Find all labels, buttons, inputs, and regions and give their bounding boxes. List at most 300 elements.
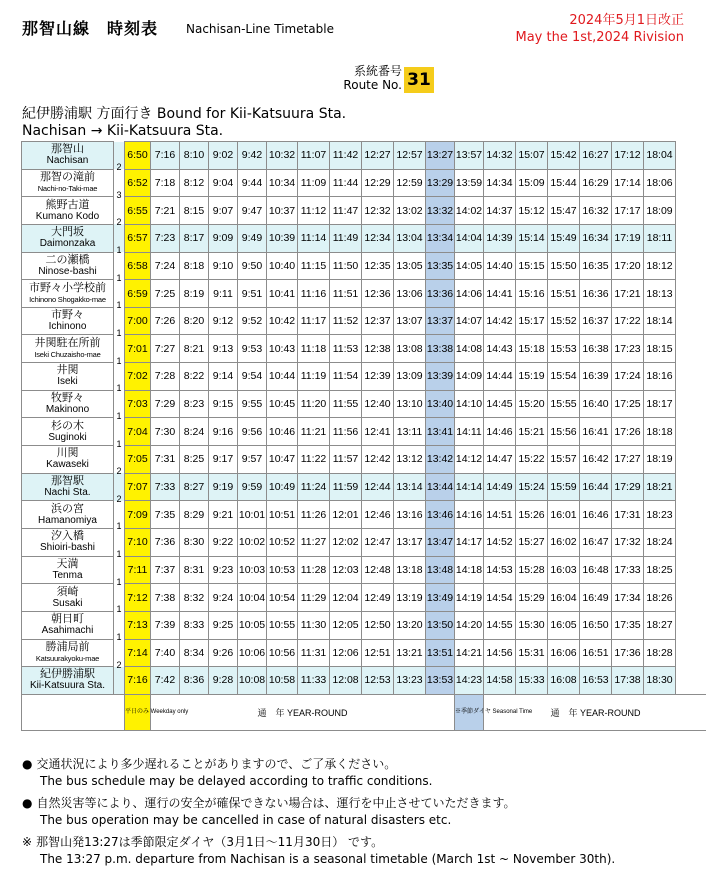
departure-time: 16:04 (548, 584, 580, 612)
travel-minutes-value: 2 (116, 659, 122, 670)
departure-time: 16:39 (580, 363, 612, 391)
departure-time: 14:05 (455, 252, 484, 280)
departure-time: 9:47 (238, 197, 267, 225)
departure-time: 16:48 (580, 556, 612, 584)
departure-time: 7:16 (125, 667, 151, 695)
departure-time: 11:19 (298, 363, 330, 391)
revision-date-en: May the 1st,2024 Rivision (515, 30, 684, 45)
departure-time: 18:12 (644, 252, 676, 280)
stop-name-ja: 天満 (56, 557, 79, 570)
departure-time: 15:07 (516, 142, 548, 170)
stop-name-ja: 那智の滝前 (40, 170, 95, 183)
departure-time: 12:44 (362, 473, 394, 501)
travel-minutes-value: 1 (116, 300, 122, 311)
departure-time: 11:47 (330, 197, 362, 225)
departure-time: 11:44 (330, 169, 362, 197)
departure-time: 11:54 (330, 363, 362, 391)
departure-time: 15:21 (516, 418, 548, 446)
departure-time: 6:57 (125, 224, 151, 252)
stop-name-ja: 杉の木 (51, 419, 84, 432)
departure-time: 13:51 (426, 639, 455, 667)
stop-name-en: Daimonzaka (39, 238, 96, 250)
stop-name-ja: 汐入橋 (51, 530, 84, 543)
seasonal-note: ※季節ダイヤ Seasonal Time (455, 694, 484, 730)
departure-time: 16:03 (548, 556, 580, 584)
departure-time: 15:27 (516, 528, 548, 556)
departure-time: 18:23 (644, 501, 676, 529)
departure-time: 8:32 (180, 584, 209, 612)
departure-time: 12:37 (362, 307, 394, 335)
page-title: 那智山線 時刻表 (22, 19, 159, 38)
departure-time: 8:12 (180, 169, 209, 197)
departure-time: 13:20 (394, 611, 426, 639)
departure-time: 13:34 (426, 224, 455, 252)
departure-time: 15:19 (516, 363, 548, 391)
direction-line-2: Nachisan → Kii-Katsuura Sta. (22, 123, 224, 139)
departure-time: 9:11 (209, 280, 238, 308)
departure-time: 14:42 (484, 307, 516, 335)
travel-minutes-value: 2 (116, 493, 122, 504)
departure-time: 8:22 (180, 363, 209, 391)
departure-time: 9:26 (209, 639, 238, 667)
departure-time: 10:51 (267, 501, 298, 529)
departure-time: 9:21 (209, 501, 238, 529)
departure-time: 17:20 (612, 252, 644, 280)
travel-minutes-value: 1 (116, 383, 122, 394)
departure-time: 6:59 (125, 280, 151, 308)
departure-time: 17:21 (612, 280, 644, 308)
departure-time: 18:25 (644, 556, 676, 584)
departure-time: 10:02 (238, 528, 267, 556)
departure-time: 9:09 (209, 224, 238, 252)
departure-time: 14:52 (484, 528, 516, 556)
departure-time: 14:12 (455, 446, 484, 474)
stop-name-en: Kii-Katsuura Sta. (29, 680, 106, 692)
departure-time: 16:27 (580, 142, 612, 170)
departure-time: 15:57 (548, 446, 580, 474)
departure-time: 9:50 (238, 252, 267, 280)
departure-time: 16:35 (580, 252, 612, 280)
table-row (22, 473, 706, 501)
departure-time: 17:31 (612, 501, 644, 529)
departure-time: 13:08 (394, 335, 426, 363)
departure-time: 10:06 (238, 639, 267, 667)
departure-time: 13:59 (455, 169, 484, 197)
departure-time: 10:44 (267, 363, 298, 391)
departure-time: 9:23 (209, 556, 238, 584)
departure-time: 10:52 (267, 528, 298, 556)
departure-time: 14:23 (455, 667, 484, 695)
departure-time: 15:12 (516, 197, 548, 225)
departure-time: 10:04 (238, 584, 267, 612)
departure-time: 11:57 (330, 446, 362, 474)
departure-time: 9:56 (238, 418, 267, 446)
departure-time: 13:21 (394, 639, 426, 667)
departure-time: 14:43 (484, 335, 516, 363)
departure-time: 9:53 (238, 335, 267, 363)
departure-time: 15:55 (548, 390, 580, 418)
table-row (22, 224, 706, 252)
departure-time: 15:50 (548, 252, 580, 280)
departure-time: 17:35 (612, 611, 644, 639)
departure-time: 10:03 (238, 556, 267, 584)
departure-time: 15:52 (548, 307, 580, 335)
departure-time: 9:17 (209, 446, 238, 474)
departure-time: 15:53 (548, 335, 580, 363)
departure-time: 9:25 (209, 611, 238, 639)
departure-time: 15:44 (548, 169, 580, 197)
table-row (22, 418, 706, 446)
departure-time: 16:50 (580, 611, 612, 639)
stop-name-ja: 勝浦局前 (45, 640, 90, 653)
departure-time: 7:07 (125, 473, 151, 501)
travel-minutes-value: 2 (116, 466, 122, 477)
departure-time: 8:20 (180, 307, 209, 335)
travel-minutes-value: 1 (116, 549, 122, 560)
note-en: The bus schedule may be delayed according to traffic conditions. (40, 774, 433, 788)
stop-name-en: Shioiri-bashi (39, 542, 96, 554)
departure-time: 11:29 (298, 584, 330, 612)
departure-time: 12:27 (362, 142, 394, 170)
stop-name-ja: 熊野古道 (45, 198, 90, 211)
departure-time: 11:30 (298, 611, 330, 639)
departure-time: 18:14 (644, 307, 676, 335)
departure-time: 11:12 (298, 197, 330, 225)
stop-name (22, 639, 114, 667)
stop-name-ja: 浜の宮 (51, 502, 84, 515)
stop-name (22, 142, 114, 170)
departure-time: 11:55 (330, 390, 362, 418)
departure-time: 17:26 (612, 418, 644, 446)
departure-time: 14:16 (455, 501, 484, 529)
departure-time: 15:59 (548, 473, 580, 501)
departure-time: 7:18 (151, 169, 180, 197)
departure-time: 16:06 (548, 639, 580, 667)
departure-time: 17:38 (612, 667, 644, 695)
departure-time: 13:06 (394, 280, 426, 308)
departure-time: 10:53 (267, 556, 298, 584)
stop-name (22, 667, 114, 695)
departure-time: 18:21 (644, 473, 676, 501)
stop-name-ja: 牧野々 (51, 392, 84, 405)
departure-time: 16:34 (580, 224, 612, 252)
departure-time: 8:19 (180, 280, 209, 308)
departure-time: 16:46 (580, 501, 612, 529)
departure-time: 18:19 (644, 446, 676, 474)
table-row (22, 252, 706, 280)
table-row (22, 528, 706, 556)
departure-time: 10:40 (267, 252, 298, 280)
departure-time: 16:36 (580, 280, 612, 308)
stop-name-ja: 紀伊勝浦駅 (40, 668, 95, 681)
departure-time: 13:17 (394, 528, 426, 556)
departure-time: 11:20 (298, 390, 330, 418)
departure-time: 15:42 (548, 142, 580, 170)
departure-time: 8:33 (180, 611, 209, 639)
departure-time: 14:08 (455, 335, 484, 363)
departure-time: 13:11 (394, 418, 426, 446)
stop-name-en: Nachisan (46, 155, 89, 167)
departure-time: 12:03 (330, 556, 362, 584)
table-row (22, 142, 706, 170)
stop-name (22, 446, 114, 474)
departure-time: 11:51 (330, 280, 362, 308)
departure-time: 9:54 (238, 363, 267, 391)
note-ja: ● 自然災害等により、運行の安全が確保できない場合は、運行を中止させていただきます。 (22, 795, 615, 812)
departure-time: 18:30 (644, 667, 676, 695)
departure-time: 18:28 (644, 639, 676, 667)
departure-time: 6:50 (125, 142, 151, 170)
departure-time: 14:04 (455, 224, 484, 252)
departure-time: 15:51 (548, 280, 580, 308)
departure-time: 7:42 (151, 667, 180, 695)
departure-time: 11:21 (298, 418, 330, 446)
departure-time: 12:32 (362, 197, 394, 225)
travel-minutes-value: 1 (116, 632, 122, 643)
departure-time: 12:02 (330, 528, 362, 556)
departure-time: 16:29 (580, 169, 612, 197)
departure-time: 13:12 (394, 446, 426, 474)
departure-time: 6:55 (125, 197, 151, 225)
departure-time: 14:11 (455, 418, 484, 446)
departure-time: 9:52 (238, 307, 267, 335)
travel-minutes-value: 1 (116, 438, 122, 449)
departure-time: 14:07 (455, 307, 484, 335)
departure-time: 13:47 (426, 528, 455, 556)
departure-time: 8:25 (180, 446, 209, 474)
departure-time: 16:37 (580, 307, 612, 335)
stop-name (22, 197, 114, 225)
departure-time: 15:24 (516, 473, 548, 501)
table-row (22, 584, 706, 612)
departure-time: 10:46 (267, 418, 298, 446)
departure-time: 11:16 (298, 280, 330, 308)
travel-minutes-value: 1 (116, 272, 122, 283)
departure-time: 15:33 (516, 667, 548, 695)
revision-date-ja: 2024年5月1日改正 (569, 13, 684, 28)
departure-time: 7:23 (151, 224, 180, 252)
departure-time: 10:39 (267, 224, 298, 252)
departure-time: 9:22 (209, 528, 238, 556)
stop-name (22, 611, 114, 639)
departure-time: 12:29 (362, 169, 394, 197)
stop-name-ja: 須崎 (56, 585, 79, 598)
departure-time: 13:39 (426, 363, 455, 391)
table-row (22, 169, 706, 197)
departure-time: 12:08 (330, 667, 362, 695)
departure-time: 10:43 (267, 335, 298, 363)
departure-time: 7:25 (151, 280, 180, 308)
stop-name-en: Hamanomiya (38, 514, 97, 526)
departure-time: 12:05 (330, 611, 362, 639)
departure-time: 13:42 (426, 446, 455, 474)
departure-time: 14:40 (484, 252, 516, 280)
table-row (22, 280, 706, 308)
stop-name-en: Susaki (52, 597, 83, 609)
departure-time: 11:09 (298, 169, 330, 197)
table-row (22, 390, 706, 418)
departure-time: 12:53 (362, 667, 394, 695)
departure-time: 13:05 (394, 252, 426, 280)
departure-time: 12:47 (362, 528, 394, 556)
departure-time: 13:44 (426, 473, 455, 501)
departure-time: 11:28 (298, 556, 330, 584)
departure-time: 16:01 (548, 501, 580, 529)
departure-time: 11:49 (330, 224, 362, 252)
departure-time: 15:31 (516, 639, 548, 667)
stop-name-en: Ninose-bashi (38, 265, 97, 277)
departure-time: 13:10 (394, 390, 426, 418)
departure-time: 8:23 (180, 390, 209, 418)
departure-time: 13:19 (394, 584, 426, 612)
departure-time: 17:17 (612, 197, 644, 225)
departure-time: 17:23 (612, 335, 644, 363)
departure-time: 14:10 (455, 390, 484, 418)
departure-time: 7:03 (125, 390, 151, 418)
departure-time: 11:26 (298, 501, 330, 529)
departure-time: 7:11 (125, 556, 151, 584)
departure-time: 14:09 (455, 363, 484, 391)
departure-time: 11:22 (298, 446, 330, 474)
departure-time: 9:15 (209, 390, 238, 418)
departure-time: 12:50 (362, 611, 394, 639)
stop-name (22, 418, 114, 446)
departure-time: 14:44 (484, 363, 516, 391)
departure-time: 13:02 (394, 197, 426, 225)
departure-time: 11:17 (298, 307, 330, 335)
travel-minutes-value: 2 (116, 162, 122, 173)
departure-time: 15:18 (516, 335, 548, 363)
departure-time: 7:10 (125, 528, 151, 556)
departure-time: 9:24 (209, 584, 238, 612)
stop-name (22, 252, 114, 280)
table-row (22, 556, 706, 584)
departure-time: 7:09 (125, 501, 151, 529)
travel-minutes-value: 1 (116, 576, 122, 587)
departure-time: 9:07 (209, 197, 238, 225)
departure-time: 9:51 (238, 280, 267, 308)
departure-time: 11:18 (298, 335, 330, 363)
year-round-label-1: 通 年 YEAR-ROUND (151, 694, 455, 730)
departure-time: 15:22 (516, 446, 548, 474)
stop-name (22, 169, 114, 197)
route-label-ja: 系統番号 (353, 64, 402, 78)
departure-time: 14:32 (484, 142, 516, 170)
departure-time: 16:02 (548, 528, 580, 556)
table-row (22, 611, 706, 639)
stop-name-ja: 井関駐在所前 (34, 336, 101, 349)
departure-time: 12:06 (330, 639, 362, 667)
departure-time: 13:40 (426, 390, 455, 418)
stop-name-ja: 大門坂 (51, 226, 84, 239)
departure-time: 13:16 (394, 501, 426, 529)
table-row (22, 639, 706, 667)
departure-time: 15:56 (548, 418, 580, 446)
departure-time: 7:29 (151, 390, 180, 418)
departure-time: 12:59 (394, 169, 426, 197)
departure-time: 13:35 (426, 252, 455, 280)
departure-time: 7:33 (151, 473, 180, 501)
departure-time: 14:20 (455, 611, 484, 639)
departure-time: 18:11 (644, 224, 676, 252)
departure-time: 11:50 (330, 252, 362, 280)
departure-time: 8:17 (180, 224, 209, 252)
departure-time: 7:24 (151, 252, 180, 280)
departure-time: 10:41 (267, 280, 298, 308)
departure-time: 16:53 (580, 667, 612, 695)
travel-minutes-value: 3 (116, 189, 122, 200)
departure-time: 17:36 (612, 639, 644, 667)
departure-time: 14:51 (484, 501, 516, 529)
note-ja: ● 交通状況により多少遅れることがありますので、ご了承ください。 (22, 756, 615, 773)
departure-time: 11:53 (330, 335, 362, 363)
route-label-en: Route No. (343, 78, 402, 92)
departure-time: 13:37 (426, 307, 455, 335)
table-row (22, 197, 706, 225)
travel-minutes-value: 1 (116, 245, 122, 256)
departure-time: 18:09 (644, 197, 676, 225)
departure-time: 12:46 (362, 501, 394, 529)
departure-time: 12:35 (362, 252, 394, 280)
travel-minutes-value: 1 (116, 355, 122, 366)
departure-time: 9:13 (209, 335, 238, 363)
stop-name-en: Nachi-no-Taki-mae (37, 183, 98, 193)
departure-time: 14:14 (455, 473, 484, 501)
departure-time: 14:47 (484, 446, 516, 474)
departure-time: 7:12 (125, 584, 151, 612)
table-row (22, 501, 706, 529)
stop-name (22, 335, 114, 363)
departure-time: 8:34 (180, 639, 209, 667)
departure-time: 9:19 (209, 473, 238, 501)
departure-time: 16:47 (580, 528, 612, 556)
departure-time: 7:36 (151, 528, 180, 556)
timetable-footer-row (22, 694, 706, 730)
departure-time: 14:41 (484, 280, 516, 308)
departure-time: 13:46 (426, 501, 455, 529)
departure-time: 13:50 (426, 611, 455, 639)
departure-time: 7:00 (125, 307, 151, 335)
departure-time: 11:56 (330, 418, 362, 446)
departure-time: 8:31 (180, 556, 209, 584)
departure-time: 7:35 (151, 501, 180, 529)
stop-name-en: Ichinono Shogakko-mae (29, 294, 106, 304)
stop-name-ja: 朝日町 (51, 613, 84, 626)
departure-time: 18:17 (644, 390, 676, 418)
departure-time: 9:42 (238, 142, 267, 170)
departure-time: 6:52 (125, 169, 151, 197)
departure-time: 10:58 (267, 667, 298, 695)
departure-time: 17:25 (612, 390, 644, 418)
departure-time: 10:55 (267, 611, 298, 639)
departure-time: 9:04 (209, 169, 238, 197)
departure-time: 9:16 (209, 418, 238, 446)
route-number-badge: 31 (404, 67, 434, 93)
departure-time: 17:19 (612, 224, 644, 252)
stop-name (22, 501, 114, 529)
travel-minutes (114, 659, 125, 695)
departure-time: 18:15 (644, 335, 676, 363)
departure-time: 18:26 (644, 584, 676, 612)
departure-time: 14:56 (484, 639, 516, 667)
table-row (22, 667, 706, 695)
departure-time: 14:39 (484, 224, 516, 252)
travel-minutes-value: 2 (116, 217, 122, 228)
weekday-only-note: 平日のみ Weekday only (125, 694, 151, 730)
departure-time: 11:15 (298, 252, 330, 280)
departure-time: 13:53 (426, 667, 455, 695)
footer-blank (22, 694, 125, 730)
